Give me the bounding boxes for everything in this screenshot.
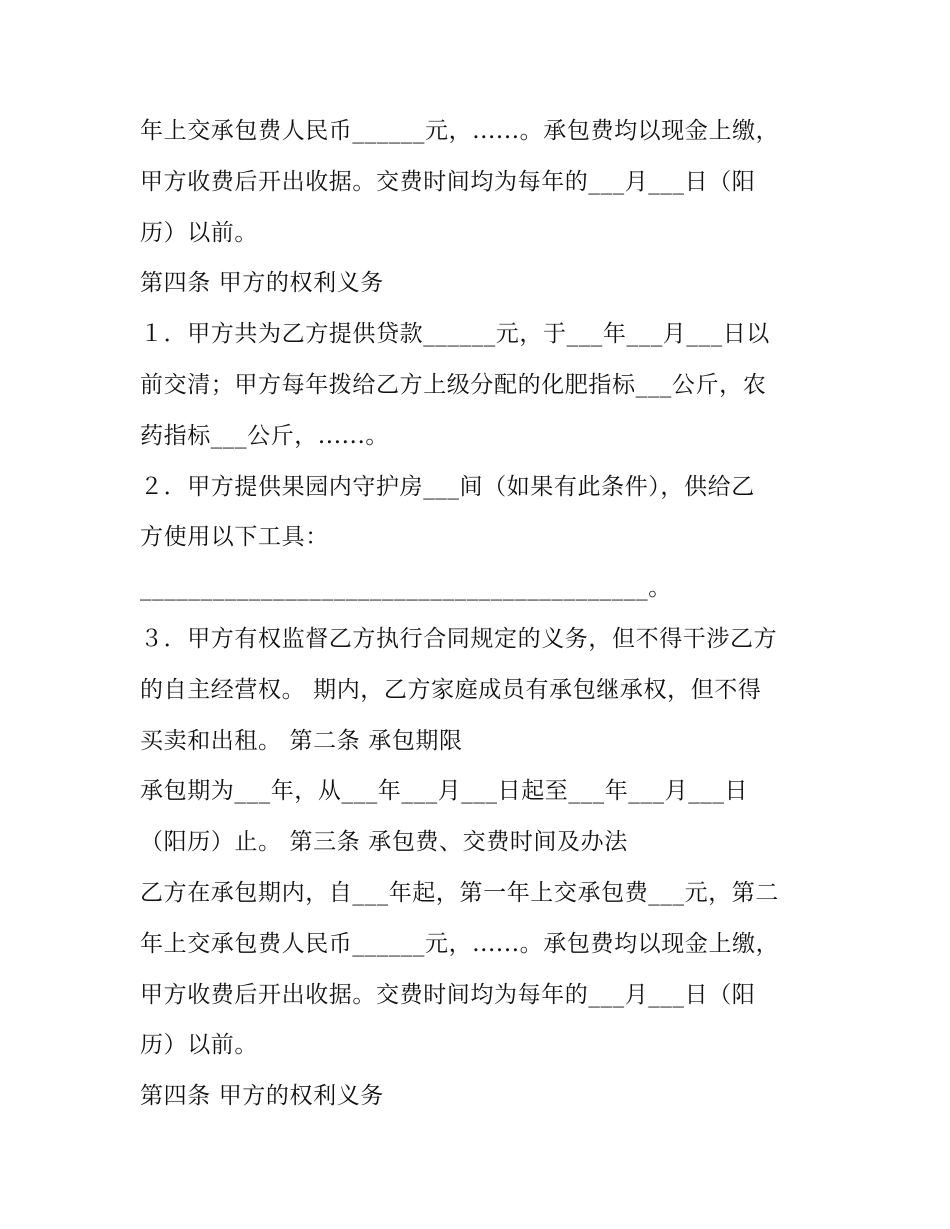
text-line-16: 乙方在承包期内，自___年起，第一年上交承包费___元，第二 [140, 879, 779, 906]
text-line-18: 甲方收费后开出收据。交费时间均为每年的___月___日（阳 [140, 981, 756, 1008]
blank-fill-line: __________________________________________。 [140, 575, 672, 602]
text-line-5: １．甲方共为乙方提供贷款______元，于___年___月___日以 [140, 321, 770, 348]
section-heading-article-4: 第四条 甲方的权利义务 [140, 270, 384, 297]
text-line-19: 历）以前。 [140, 1032, 258, 1059]
text-line-7: 药指标___公斤，......。 [140, 422, 389, 449]
text-line-2: 甲方收费后开出收据。交费时间均为每年的___月___日（阳 [140, 168, 756, 195]
text-line-9: 方使用以下工具： [140, 524, 329, 551]
text-line-6: 前交清；甲方每年拨给乙方上级分配的化肥指标___公斤，农 [140, 371, 767, 398]
text-line-1: 年上交承包费人民币______元，......。承包费均以现金上缴， [140, 118, 780, 144]
text-line-3: 历）以前。 [140, 219, 258, 246]
text-line-14: 承包期为___年，从___年___月___日起至___年___月___日 [140, 778, 749, 805]
section-heading-article-4-repeat: 第四条 甲方的权利义务 [140, 1083, 384, 1110]
text-line-15: （阳历）止。 第三条 承包费、交费时间及办法 [140, 829, 628, 856]
document-body [140, 106, 830, 1122]
text-line-13: 买卖和出租。 第二条 承包期限 [140, 727, 463, 754]
text-line-12: 的自主经营权。 期内，乙方家庭成员有承包继承权，但不得 [140, 676, 762, 703]
text-line-17: 年上交承包费人民币______元，......。承包费均以现金上缴， [140, 930, 780, 957]
text-line-11: ３．甲方有权监督乙方执行合同规定的义务，但不得干涉乙方 [140, 625, 778, 652]
text-line-8: ２．甲方提供果园内守护房___间（如果有此条件），供给乙 [140, 473, 755, 500]
